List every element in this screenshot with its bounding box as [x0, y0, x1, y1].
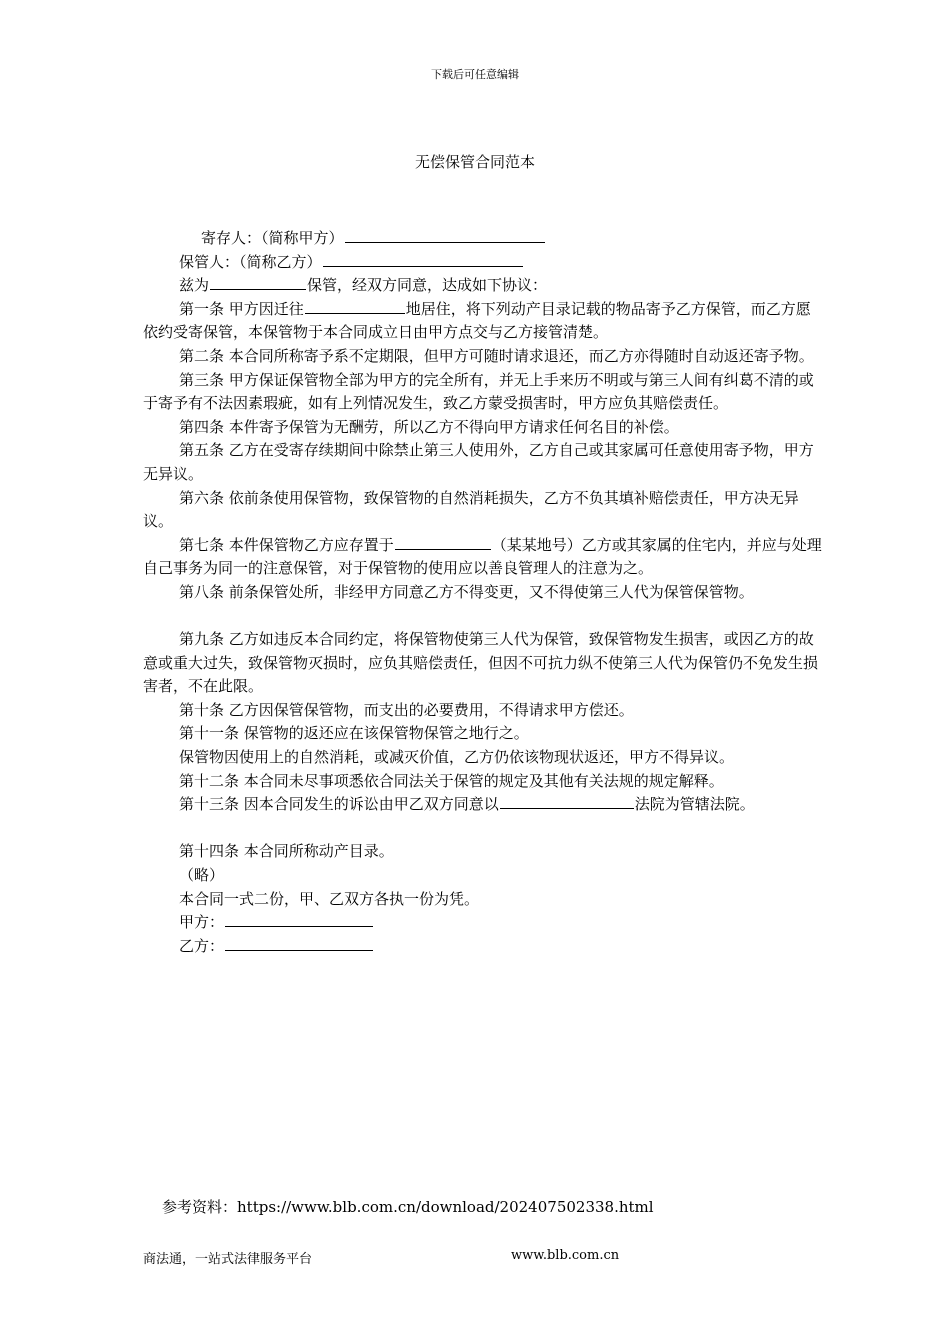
- article-7-part-b: （某某地号）乙方或其家属的住宅内，并应与处理自己事务为同一的注意保管，对于保管物的使用应以善良管理人的注意为之。: [143, 535, 822, 578]
- page-header-note: 下载后可任意编辑: [431, 68, 519, 81]
- article-1-part-b: 地居住，将下列动产目录记载的物品寄予乙方保管，而乙方愿依约受寄保管，本保管物于本合同成立日由甲方点交与乙方接管清楚。: [143, 299, 811, 342]
- signature-party-b: [143, 935, 823, 959]
- article-7: [143, 534, 823, 581]
- custodian-blank: [323, 252, 523, 267]
- article-6: 第六条 依前条使用保管物，致保管物的自然消耗损失，乙方不负其填补赔偿责任，甲方决无异议。: [143, 488, 799, 531]
- article-2: 第二条 本合同所称寄予系不定期限，但甲方可随时请求退还，而乙方亦得随时自动返还寄予物。: [179, 346, 814, 365]
- party-b-label: 乙方：: [179, 936, 225, 955]
- intro-label-b: 保管，经双方同意，达成如下协议：: [307, 276, 548, 295]
- contract-body: [143, 227, 823, 958]
- article-1: [143, 298, 823, 345]
- omitted-note: （略）: [179, 866, 225, 885]
- party-a-label: 甲方：: [179, 913, 225, 932]
- article-1-blank: [305, 299, 405, 314]
- depositor-blank: [345, 228, 545, 243]
- article-12: 第十二条 本合同未尽事项悉依合同法关于保管的规定及其他有关法规的规定解释。: [179, 771, 724, 790]
- document-title: 无偿保管合同范本: [414, 153, 535, 171]
- signature-party-a: [143, 911, 823, 935]
- article-4: 第四条 本件寄予保管为无酬劳，所以乙方不得向甲方请求任何名目的补偿。: [179, 417, 679, 436]
- intro-line: [143, 274, 823, 298]
- depositor-line: [143, 227, 823, 251]
- article-11-continuation: 保管物因使用上的自然消耗，或减灭价值，乙方仍依该物现状返还，甲方不得异议。: [179, 748, 735, 767]
- custodian-line: [143, 251, 823, 275]
- article-1-part-a: 第一条 甲方因迁往: [179, 299, 304, 318]
- article-13-part-a: 第十三条 因本合同发生的诉讼由甲乙双方同意以: [179, 795, 499, 814]
- depositor-label: 寄存人：（简称甲方）: [201, 229, 344, 247]
- article-13-part-b: 法院为管辖法院。: [634, 795, 755, 814]
- article-14: 第十四条 本合同所称动产目录。: [179, 842, 394, 861]
- footer-website[interactable]: www.blb.com.cn: [511, 1248, 620, 1263]
- copies-clause: 本合同一式二份，甲、乙双方各执一份为凭。: [179, 889, 480, 908]
- article-9: 第九条 乙方如违反本合同约定，将保管物使第三人代为保管，致保管物发生损害，或因乙方的故意或重大过失，致保管物灭损时，应负其赔偿责任，但因不可抗力纵不使第三人代为保管仍不免发生损害者，不在此限。: [143, 630, 819, 696]
- custodian-label: 保管人：（简称乙方）: [179, 252, 322, 271]
- article-13-blank: [500, 794, 634, 809]
- party-b-blank: [225, 936, 373, 951]
- intro-blank: [210, 275, 306, 290]
- intro-label-a: 兹为: [179, 276, 210, 295]
- article-10: 第十条 乙方因保管保管物，而支出的必要费用，不得请求甲方偿还。: [179, 700, 634, 719]
- article-8: 第八条 前条保管处所，非经甲方同意乙方不得变更，又不得使第三人代为保管保管物。: [179, 582, 754, 601]
- reference-link[interactable]: 参考资料：https://www.blb.com.cn/download/202407502338.html: [162, 1198, 654, 1216]
- article-3: 第三条 甲方保证保管物全部为甲方的完全所有，并无上手来历不明或与第三人间有纠葛不清的或于寄予有不法因素瑕疵，如有上列情况发生，致乙方蒙受损害时，甲方应负其赔偿责任。: [143, 370, 814, 413]
- article-7-part-a: 第七条 本件保管物乙方应存置于: [179, 535, 394, 554]
- party-a-blank: [225, 912, 373, 927]
- article-13: [143, 793, 823, 817]
- spacer: [143, 817, 823, 841]
- article-7-blank: [395, 535, 491, 550]
- spacer: [143, 605, 823, 629]
- article-5: 第五条 乙方在受寄存续期间中除禁止第三人使用外，乙方自己或其家属可任意使用寄予物，甲方无异议。: [143, 441, 814, 483]
- footer-platform-name: 商法通，一站式法律服务平台: [143, 1252, 313, 1267]
- article-11: 第十一条 保管物的返还应在该保管物保管之地行之。: [179, 724, 529, 743]
